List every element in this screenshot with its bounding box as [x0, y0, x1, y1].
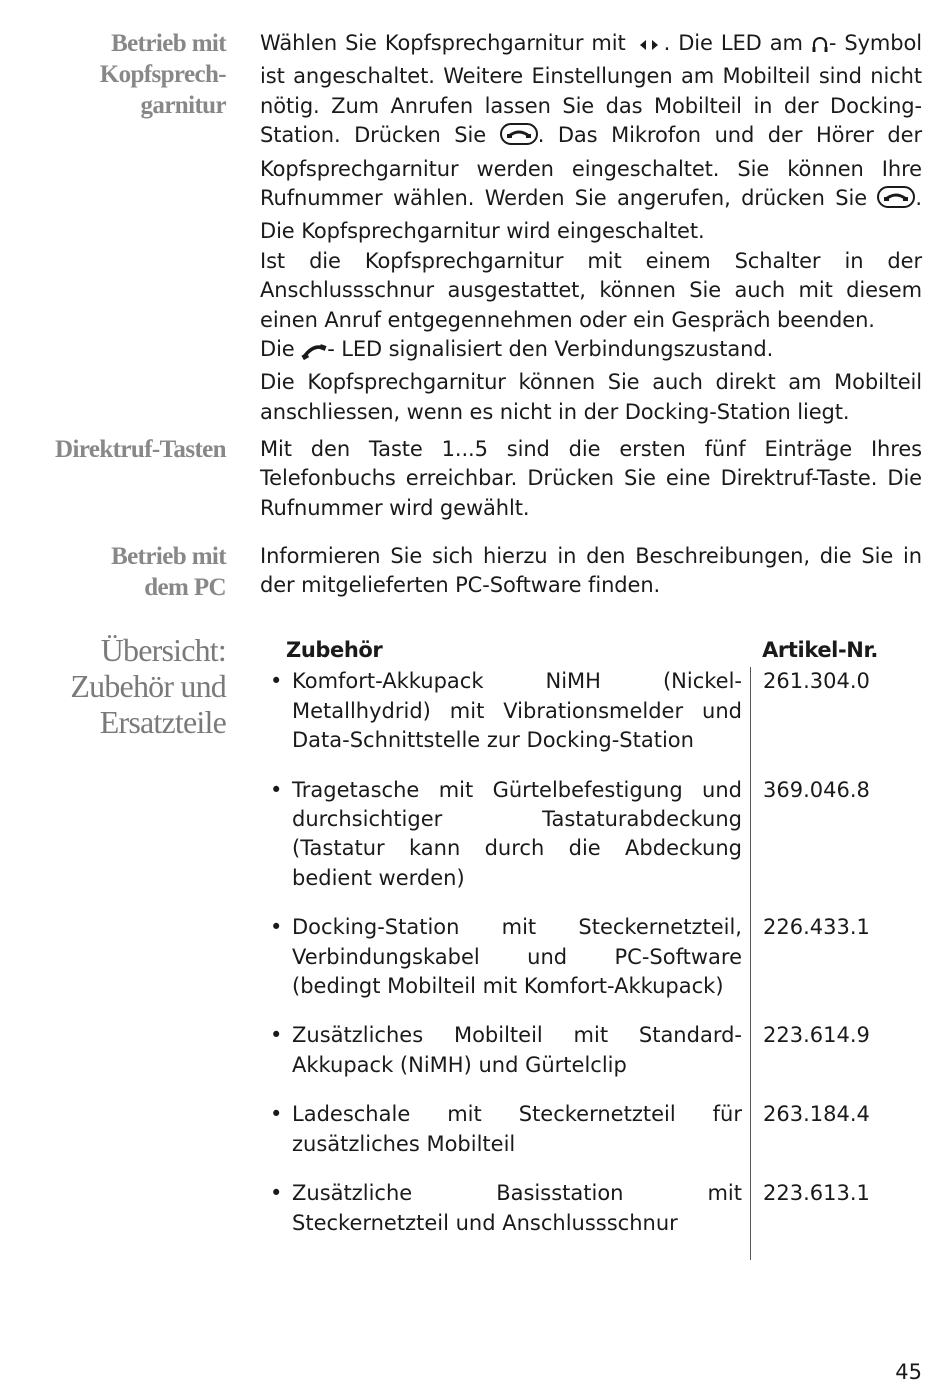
article-number: 261.304.0: [763, 669, 870, 694]
pc-text: [260, 542, 922, 601]
accessory-description-cell: [262, 1100, 751, 1179]
article-number: 369.046.8: [763, 777, 870, 802]
article-number: 223.613.1: [763, 1181, 870, 1206]
article-number: 263.184.4: [763, 1102, 870, 1127]
paragraph: Informieren Sie sich hierzu in den Beschreibungen, die Sie in der mitgelieferten PC-Software finden.: [260, 544, 922, 598]
column-header-item: Zubehör: [286, 638, 383, 662]
table-row: [262, 1179, 882, 1238]
heading-line: Direktruf-Tasten: [55, 436, 226, 463]
left-right-arrows-icon: [634, 33, 664, 62]
accessory-description-cell: [262, 1179, 751, 1238]
accessory-description: Zusätzliches Mobilteil mit Standard-Akkupack (NiMH) und Gürtelclip: [292, 1023, 742, 1077]
column-header-article-number: Artikel-Nr.: [762, 638, 878, 662]
page-number: 45: [895, 1360, 922, 1384]
accessories-table: [262, 636, 882, 1260]
headset-icon: [811, 33, 829, 62]
heading-line: Übersicht:: [100, 632, 226, 668]
call-key-icon: [877, 185, 915, 217]
headset-text: [260, 29, 922, 427]
bullet: •: [270, 669, 283, 694]
paragraph: Die - LED signalisiert den Verbindungszustand.: [260, 335, 922, 368]
paragraph: Ist die Kopfsprechgarnitur mit einem Schalter in der Anschlussschnur ausgestattet, können Sie auch mit diesem einen Anruf entgegennehmen oder ein Gespräch beenden.: [260, 248, 922, 332]
heading-speed-dial: [20, 434, 226, 465]
table-row: [262, 776, 882, 914]
table-row: [262, 1100, 882, 1179]
accessory-description-cell: [262, 913, 751, 1021]
heading-overview: [20, 632, 226, 740]
accessories-rows: [262, 667, 882, 1260]
phone-handset-icon: [301, 339, 327, 368]
heading-line: garnitur: [140, 92, 226, 119]
table-end-spacer: [262, 1238, 882, 1260]
heading-line: Betrieb mit: [111, 543, 226, 570]
bullet: •: [270, 1102, 283, 1127]
call-key-icon: [500, 122, 538, 154]
heading-line: Ersatzteile: [99, 704, 226, 740]
bullet: •: [270, 777, 283, 802]
table-row: [262, 667, 882, 775]
bullet: •: [270, 1181, 283, 1206]
bullet: •: [270, 1023, 283, 1048]
speed-dial-text: [260, 435, 922, 523]
accessory-description: Zusätzliche Basisstation mit Steckernetzteil und Anschlussschnur: [292, 1181, 742, 1235]
paragraph: Die Kopfsprechgarnitur können Sie auch direkt am Mobilteil anschliessen, wenn es nicht in der Docking-Station liegt.: [260, 370, 922, 424]
accessory-description: Tragetasche mit Gürtelbefestigung und durchsichtiger Tastaturabdeckung (Tastatur kann durch die Abdeckung bedient werden): [292, 777, 742, 890]
accessory-description-cell: [262, 776, 751, 914]
accessory-description: Docking-Station mit Steckernetzteil, Verbindungskabel und PC-Software (bedingt Mobilteil mit Komfort-Akkupack): [292, 915, 742, 999]
accessory-description: Komfort-Akkupack NiMH (Nickel-Metallhydrid) mit Vibrationsmelder und Data-Schnittstelle zur Docking-Station: [292, 669, 742, 753]
paragraph: Mit den Taste 1...5 sind die ersten fünf Einträge Ihres Telefonbuchs erreichbar. Drücken Sie eine Direktruf-Taste. Die Rufnummer wird gewählt.: [260, 437, 922, 520]
accessory-description-cell: [262, 667, 751, 775]
heading-headset: [20, 28, 226, 121]
accessory-description: Ladeschale mit Steckernetzteil für zusätzliches Mobilteil: [292, 1102, 742, 1156]
heading-line: Betrieb mit: [111, 30, 226, 57]
accessory-description-cell: [262, 1021, 751, 1100]
heading-pc: [20, 541, 226, 603]
table-row: [262, 913, 882, 1021]
bullet: •: [270, 915, 283, 940]
heading-line: Kopfsprech-: [99, 61, 226, 88]
paragraph: Wählen Sie Kopfsprechgarnitur mit . Die LED am - Symbol ist angeschaltet. Weitere Einstellungen am Mobilteil sind nicht nötig. Zum Anrufen lassen Sie das Mobilteil in der Docking-Station. Drücken Sie . Das Mikrofon und der Hörer der Kopfsprechgarnitur werden eingeschaltet. Sie können Ihre Rufnummer wählen. Werden Sie angerufen, drücken Sie . Die Kopfsprechgarnitur wird eingeschaltet.: [260, 31, 923, 244]
heading-line: dem PC: [144, 574, 226, 601]
article-number: 223.614.9: [763, 1023, 870, 1048]
heading-line: Zubehör und: [70, 668, 226, 704]
article-number: 226.433.1: [763, 915, 870, 940]
table-row: [262, 1021, 882, 1100]
